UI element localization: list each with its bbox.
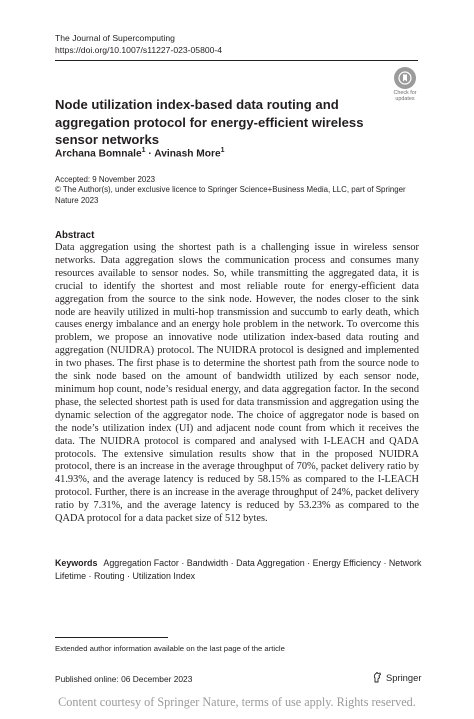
doi-link[interactable]: https://doi.org/10.1007/s11227-023-05800-4: [55, 45, 223, 55]
footnote: Extended author information available on the last page of the article: [55, 644, 285, 653]
publisher-logo[interactable]: [372, 671, 421, 683]
copyright-notice: © The Author(s), under exclusive licence to Springer Science+Business Media, LLC, part of Springer Nature 2023: [55, 185, 406, 205]
affiliation-marker: 1: [141, 147, 146, 154]
journal-header: [55, 32, 222, 56]
keywords-label: Keywords: [55, 558, 98, 568]
author-list: [55, 147, 225, 159]
keywords-section: [55, 557, 425, 582]
springer-horse-icon: [372, 671, 383, 683]
bookmark-icon: [394, 67, 416, 89]
author-name[interactable]: Archana Bomnale: [55, 148, 142, 160]
abstract-text: Data aggregation using the shortest path is a challenging issue in wireless sensor networks. Data aggregation slows the communication process and consumes many resources available to sensor nodes. So, while transmitting the aggregated data, it is crucial to identify the shortest and most reliable route for energy-efficient data aggregation from the source to the sink node. However, the nodes closer to the sink node are heavily utilized in multi-hop transmission and succumb to early death, which causes energy imbalance and an energy hole problem in the network. To overcome this problem, we propose an innovative node utilization index-based data routing and aggregation (NUIDRA) protocol. The NUIDRA protocol is designed and implemented in two phases. The first phase is to determine the shortest path from the source node to the sink node based on the amount of bandwidth utilized by each sensor node, minimum hop count, node’s residual energy, and data aggregation factor. In the second phase, the selected shortest path is used for data transmission and aggregation using the dynamic selection of the aggregator node. The choice of aggregator node is based on the node’s utilization index (UI) and adjacent node count from which it receives the data. The NUIDRA protocol is compared and analysed with I-LEACH and QADA protocols. The extensive simulation results show that in the proposed NUIDRA protocol, there is an increase in the average throughput of 70%, packet delivery ratio by 41.93%, and the average latency is reduced by 58.15% as compared to the I-LEACH protocol. Further, there is an increase in the average throughput of 24%, packet delivery ratio by 7.31%, and the average latency is reduced by 53.23% as compared to the QADA protocol for a data packet size of 512 bytes.: [55, 242, 419, 525]
keywords-list: Aggregation Factor · Bandwidth · Data Aggregation · Energy Efficiency · Network Lifetime · Routing · Utilization Index: [55, 558, 422, 581]
published-date: Published online: 06 December 2023: [55, 674, 193, 684]
header-divider: [55, 60, 418, 61]
affiliation-marker: 1: [220, 147, 225, 154]
author-separator: ·: [145, 148, 155, 160]
article-meta: [55, 175, 420, 206]
badge-label: Check for updates: [393, 90, 417, 102]
courtesy-watermark: Content courtesy of Springer Nature, terms of use apply. Rights reserved.: [58, 695, 416, 709]
journal-name: The Journal of Supercomputing: [55, 33, 175, 43]
footnote-divider: [55, 637, 168, 638]
publisher-name: Springer: [386, 671, 422, 683]
article-title: Node utilization index-based data routing and aggregation protocol for energy-efficient wireless sensor networks: [55, 97, 364, 147]
accepted-date: Accepted: 9 November 2023: [55, 175, 156, 184]
author-name[interactable]: Avinash More: [154, 148, 221, 160]
abstract-heading: Abstract: [55, 230, 95, 241]
